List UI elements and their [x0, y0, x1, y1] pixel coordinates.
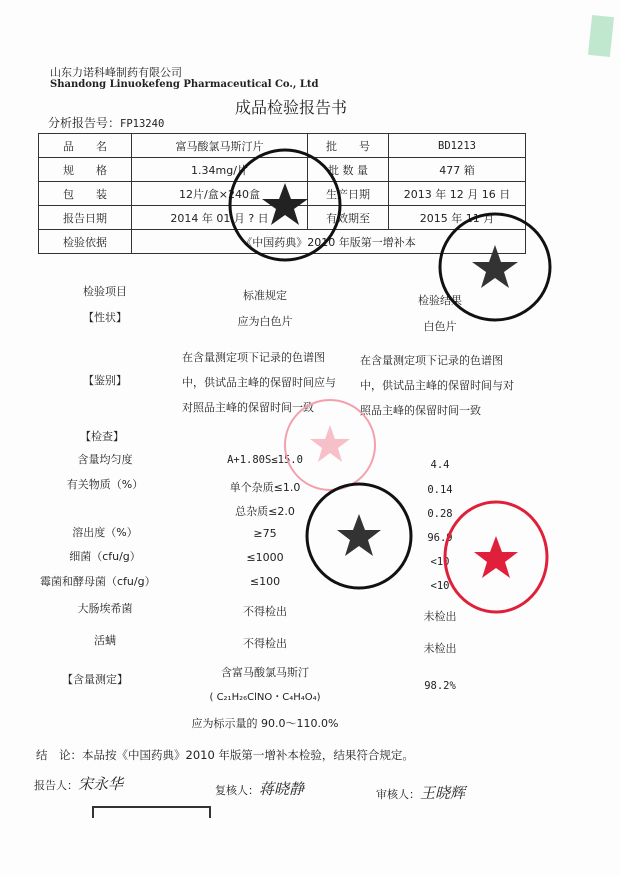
standard-assay-2: 应为标示量的 90.0～110.0%	[191, 717, 339, 730]
standard-dissolution: ≥75	[253, 527, 277, 540]
approver-label: 审核人：	[376, 788, 420, 801]
standard-bacteria: ≤1000	[246, 551, 284, 564]
header-standard: 标准规定	[243, 289, 287, 302]
header-item: 检验项目	[83, 285, 127, 298]
label-mfg: 生产日期	[308, 182, 389, 206]
result-identification: 在含量测定项下记录的色谱图中，供试品主峰的保留时间与对照品主峰的保留时间一致	[360, 354, 514, 417]
stamp-quality-department	[303, 480, 415, 592]
value-batch: BD1213	[389, 134, 526, 158]
result-bacteria: <10	[430, 556, 450, 568]
label-spec: 规 格	[39, 158, 132, 182]
reporter-label: 报告人：	[34, 779, 78, 792]
label-qty: 批 数 量	[308, 158, 389, 182]
reviewer-signature: 蒋晓静	[259, 780, 305, 798]
standard-appearance: 应为白色片	[237, 315, 293, 328]
result-assay: 98.2%	[424, 680, 456, 692]
company-name-cn: 山东力诺科峰制药有限公司	[50, 66, 182, 79]
conclusion-label: 结 论：	[36, 748, 82, 762]
standard-assay-1: 含富马酸氯马斯汀	[221, 666, 309, 679]
conclusion	[36, 747, 414, 763]
item-mold: 霉菌和酵母菌（cfu/g）	[40, 575, 156, 588]
value-pack: 12片/盒×240盒	[132, 182, 308, 206]
result-mold: <10	[430, 580, 450, 592]
item-assay: 【含量测定】	[62, 673, 128, 686]
item-bacteria: 细菌（cfu/g）	[69, 550, 141, 563]
result-dissolution: 96.9	[427, 532, 453, 544]
reviewer-label: 复核人：	[215, 784, 259, 797]
stamp-company-seal	[225, 145, 345, 265]
label-expiry: 有效期至	[308, 206, 389, 230]
result-appearance: 白色片	[423, 320, 457, 333]
item-mites: 活螨	[94, 634, 116, 647]
item-dissolution: 溶出度（%）	[72, 526, 138, 539]
item-appearance: 【性状】	[83, 311, 127, 324]
item-related: 有关物质（%）	[66, 478, 144, 491]
item-identification: 【鉴别】	[83, 374, 127, 387]
result-total-impurity: 0.28	[427, 508, 453, 520]
standard-identification: 在含量测定项下记录的色谱图中，供试品主峰的保留时间应与对照品主峰的保留时间一致	[182, 351, 336, 414]
approver-signature: 王晓辉	[420, 784, 466, 802]
result-uniformity: 4.4	[430, 459, 450, 471]
item-uniformity: 含量均匀度	[77, 453, 133, 466]
standard-mites: 不得检出	[243, 637, 287, 650]
green-tab-marker	[588, 15, 614, 57]
stamp-quality-report	[435, 210, 555, 325]
partial-box	[92, 806, 211, 818]
standard-assay-formula: ( C₂₁H₂₆ClNO・C₄H₄O₄)	[209, 692, 321, 703]
header-result: 检验结果	[418, 294, 462, 307]
company-name-en: Shandong Linuokefeng Pharmaceutical Co., Ltd	[50, 79, 319, 90]
value-name: 富马酸氯马斯汀片	[132, 134, 308, 158]
reviewer	[215, 778, 304, 799]
label-pack: 包 装	[39, 182, 132, 206]
report-number	[48, 114, 164, 131]
report-number-value: FP13240	[120, 118, 165, 130]
value-mfg: 2013 年 12 月 16 日	[389, 182, 526, 206]
value-expiry: 2015 年 11 月	[389, 206, 526, 230]
stamp-red-company	[440, 500, 552, 615]
reporter	[34, 773, 123, 794]
value-qty: 477 箱	[389, 158, 526, 182]
label-name: 品 名	[39, 134, 132, 158]
result-related: 0.14	[427, 484, 453, 496]
item-inspection: 【检查】	[80, 430, 124, 443]
standard-total-impurity: 总杂质≤2.0	[235, 505, 295, 518]
value-report-date: 2014 年 01 月 ? 日	[132, 206, 308, 230]
standard-ecoli: 不得检出	[243, 605, 287, 618]
result-ecoli: 未检出	[423, 610, 457, 623]
report-number-label: 分析报告号：	[48, 116, 121, 130]
label-basis: 检验依据	[39, 230, 132, 254]
approver	[376, 782, 465, 803]
reporter-signature: 宋永华	[78, 775, 124, 793]
page-title: 成品检验报告书	[235, 98, 348, 117]
label-batch: 批 号	[308, 134, 389, 158]
standard-uniformity: A+1.80S≤15.0	[227, 454, 303, 466]
label-report-date: 报告日期	[39, 206, 132, 230]
value-spec: 1.34mg/片	[132, 158, 308, 182]
result-mites: 未检出	[423, 642, 457, 655]
value-basis: 《中国药典》2010 年版第一增补本	[132, 230, 526, 254]
standard-mold: ≤100	[249, 575, 281, 588]
standard-related: 单个杂质≤1.0	[229, 481, 301, 494]
item-ecoli: 大肠埃希菌	[77, 602, 133, 615]
conclusion-text: 本品按《中国药典》2010 年版第一增补本检验，结果符合规定。	[82, 748, 414, 762]
